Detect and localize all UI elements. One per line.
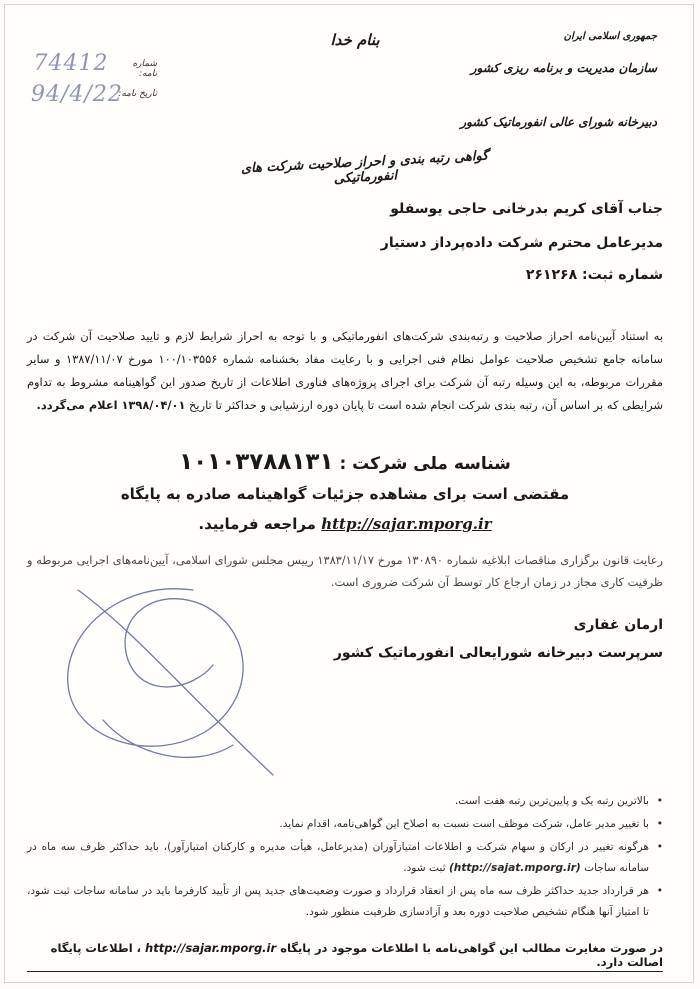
signatory-title: سرپرست دبیرخانه شورایعالی انفورماتیک کشور (333, 645, 663, 661)
note-text: هر قرارداد جدید حداکثر ظرف سه ماه پس از انعقاد قرارداد و صورت وضعیت‌های جدید پس از تأیید کارفرما باید در سامانه ساجات ثبت شود، تا امتیاز آنها هنگام تشخیص صلاحیت دوره بعد و آزادسازی ظرفیت منظور شود. (27, 885, 649, 918)
addressee-name: جناب آقای کریم بدرخانی حاجی یوسفلو (390, 201, 663, 217)
footer-disclaimer (27, 941, 663, 972)
sajar-link[interactable]: http://sajar.mporg.ir (321, 515, 492, 533)
body-paragraph-text: به استناد آیین‌نامه احراز صلاحیت و رتبه‌بندی شرکت‌های انفورماتیکی و با توجه به احراز شرایط لازم و تایید صلاحیت آن شرکت در سامانه جامع تشخیص صلاحیت عوامل نظام فنی اجرایی و با رعایت مفاد بخشنامه شماره ۱۰۰/۱۰۳۵۵۶ مورخ ۱۳۸۷/۱۱/۰۷ و سایر مقررات مربوطه، به این وسیله رتبه آن شرکت برای اجرای پروژه‌های فناوری اطلاعات از تاریخ صدور این گواهینامه مشروط به تداوم شرایطی که بر اساس آن، رتبه بندی شرکت انجام شده است تا پایان دوره ارزشیابی و حداکثر تا تاریخ (27, 329, 663, 412)
note-item (27, 837, 663, 879)
notes-list (27, 791, 663, 925)
sajat-link[interactable]: (http://sajat.mporg.ir) (448, 862, 581, 874)
note-item (27, 791, 663, 812)
notice-suffix: مراجعه فرمایید. (198, 515, 316, 533)
note-text: هرگونه تغییر در ارکان و سهام شرکت و اطلاعات امتیازآوران (مدیرعامل، هیأت مدیره و کارکنان امتیازآور)، باید حداکثر ظرف سه ماه در سامانه ساجات (27, 841, 649, 874)
signatory-name: ارمان غفاری (573, 617, 663, 633)
footer-sajar-link[interactable]: http://sajar.mporg.ir (145, 941, 277, 955)
body-paragraph-date: ۱۳۹۸/۰۴/۰۱ اعلام می‌گردد. (36, 398, 186, 412)
registration-line (43, 267, 663, 283)
certificate-page (4, 4, 694, 983)
note-item (27, 814, 663, 835)
national-id-label: شناسه ملی شرکت : (339, 454, 511, 474)
registration-number: ۲۶۱۲۶۸ (525, 267, 578, 283)
law-paragraph: رعایت قانون برگزاری مناقصات ابلاغیه شماره ۱۳۰۸۹۰ مورخ ۱۳۸۳/۱۱/۱۷ رییس مجلس شورای اسلامی، آیین‌نامه‌های اجرایی مربوطه و ظرفیت کاری مجاز در زمان ارجاع کار توسط آن شرکت ضروری است. (27, 553, 663, 589)
footer-text-after: ، اطلاعات پایگاه اصالت دارد. (50, 941, 663, 969)
footer-text: در صورت مغایرت مطالب این گواهی‌نامه با اطلاعات موجود در پایگاه (280, 941, 663, 955)
letter-date-handwritten: 94/4/22 (31, 82, 123, 107)
note-text: با تغییر مدیر عامل، شرکت موظف است نسبت به اصلاح این گواهی‌نامه، اقدام نماید. (279, 818, 649, 830)
letter-number-handwritten: 74412 (33, 51, 109, 76)
registration-label: شماره ثبت: (582, 267, 663, 283)
note-text-after: ثبت شود. (403, 862, 446, 874)
body-paragraph (27, 325, 663, 417)
signature-stroke (68, 589, 273, 775)
signature-scribble (43, 570, 293, 780)
notice-line-1: مقتضی است برای مشاهده جزئیات گواهینامه صادره به پایگاه (120, 485, 570, 503)
org-line-organization: سازمان مدیریت و برنامه ریزی کشور (470, 61, 657, 75)
notice-line-2 (27, 515, 663, 533)
note-item (27, 881, 663, 923)
bismillah-heading: بنام خدا (330, 31, 380, 49)
certificate-title: گواهی رتبه بندی و احراز صلاحیت شرکت های انفورماتیکی (240, 148, 489, 187)
addressee-role: مدیرعامل محترم شرکت داده‌پرداز دستیار (380, 235, 663, 251)
letter-number-label: شماره نامه: (132, 59, 157, 79)
letter-date-label: تاریخ نامه: (118, 89, 157, 99)
note-text: بالاترین رتبه یک و پایین‌ترین رتبه هفت است. (454, 795, 649, 807)
national-id-line (27, 449, 663, 475)
national-id-value: ۱۰۱۰۳۷۸۸۱۳۱ (179, 449, 334, 475)
org-line-republic: جمهوری اسلامی ایران (563, 31, 657, 42)
org-line-secretariat: دبیرخانه شورای عالی انفورماتیک کشور (460, 115, 657, 129)
